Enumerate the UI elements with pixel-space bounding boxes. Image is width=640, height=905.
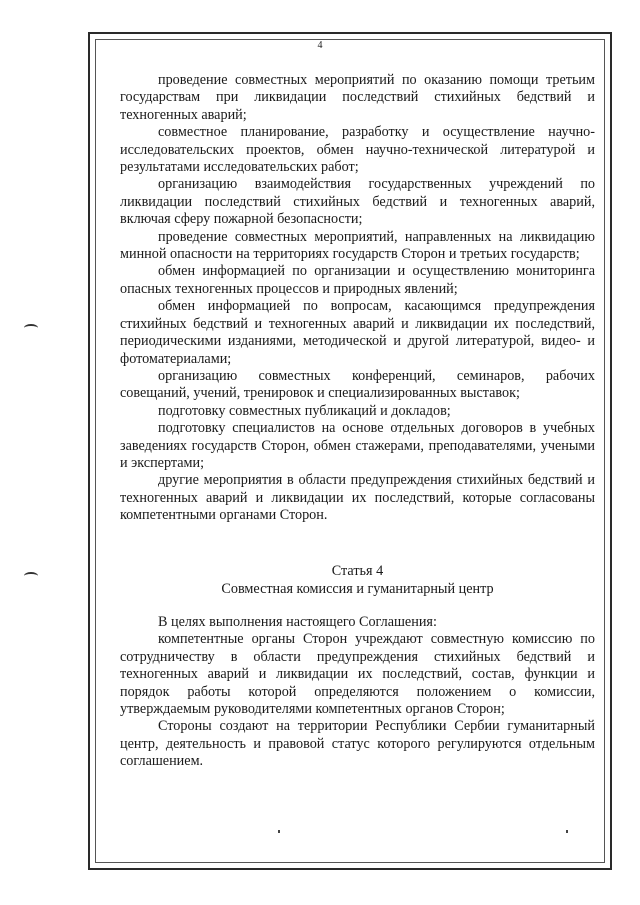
- page-number: 4: [317, 40, 323, 51]
- list-item: подготовку специалистов на основе отдельных договоров в учебных заведениях государств Сторон, обмен стажерами, преподавателями, учеными и экспертами;: [120, 420, 595, 471]
- list-item: проведение совместных мероприятий по оказанию помощи третьим государствам при ликвидации последствий стихийных бедствий и техногенных аварий;: [120, 72, 595, 123]
- article-title: Совместная комиссия и гуманитарный центр: [221, 581, 494, 597]
- article-paragraph: В целях выполнения настоящего Соглашения:: [158, 614, 437, 630]
- scan-speck: [278, 830, 280, 833]
- cooperation-list: [120, 72, 595, 525]
- article-paragraph: компетентные органы Сторон учреждают совместную комиссию по сотрудничеству в области предупреждения стихийных бедствий и техногенных аварий и ликвидации их последствий, состав, функции и порядок работы которой определяются положением о комиссии, утверждаемым руководителями компетентных органов Сторон;: [120, 631, 595, 718]
- hole-punch-mark: [24, 324, 38, 332]
- list-item: другие мероприятия в области предупреждения стихийных бедствий и техногенных аварий и ликвидации их последствий, которые согласованы компетентными органами Сторон.: [120, 472, 595, 524]
- article-number: Статья 4: [331, 563, 384, 579]
- article-paragraph: Стороны создают на территории Республики Сербии гуманитарный центр, деятельность и правовой статус которого регулируются отдельным соглашением.: [120, 718, 595, 770]
- scan-speck: [566, 830, 568, 833]
- list-item: подготовку совместных публикаций и докладов;: [158, 402, 451, 419]
- list-item: обмен информацией по вопросам, касающимся предупреждения стихийных бедствий и техногенных аварий и ликвидации их последствий, периодическими изданиями, методической и другой литературой, видео- и фотоматериалами;: [120, 298, 595, 367]
- list-item: обмен информацией по организации и осуществлению мониторинга опасных техногенных процессов и природных явлений;: [120, 263, 595, 297]
- list-item: организацию совместных конференций, семинаров, рабочих совещаний, учений, тренировок и специализированных выставок;: [120, 367, 595, 402]
- list-item: проведение совместных мероприятий, направленных на ликвидацию минной опасности на территориях государств Сторон и третьих государств;: [120, 228, 595, 263]
- list-item: совместное планирование, разработку и осуществление научно-исследовательских проектов, обмен научно-технической литературой и результатами исследовательских работ;: [120, 124, 595, 176]
- list-item: организацию взаимодействия государственных учреждений по ликвидации последствий стихийных бедствий и техногенных аварий, включая сферу пожарной безопасности;: [120, 176, 595, 228]
- article-body: [120, 614, 595, 771]
- hole-punch-mark: [24, 572, 38, 580]
